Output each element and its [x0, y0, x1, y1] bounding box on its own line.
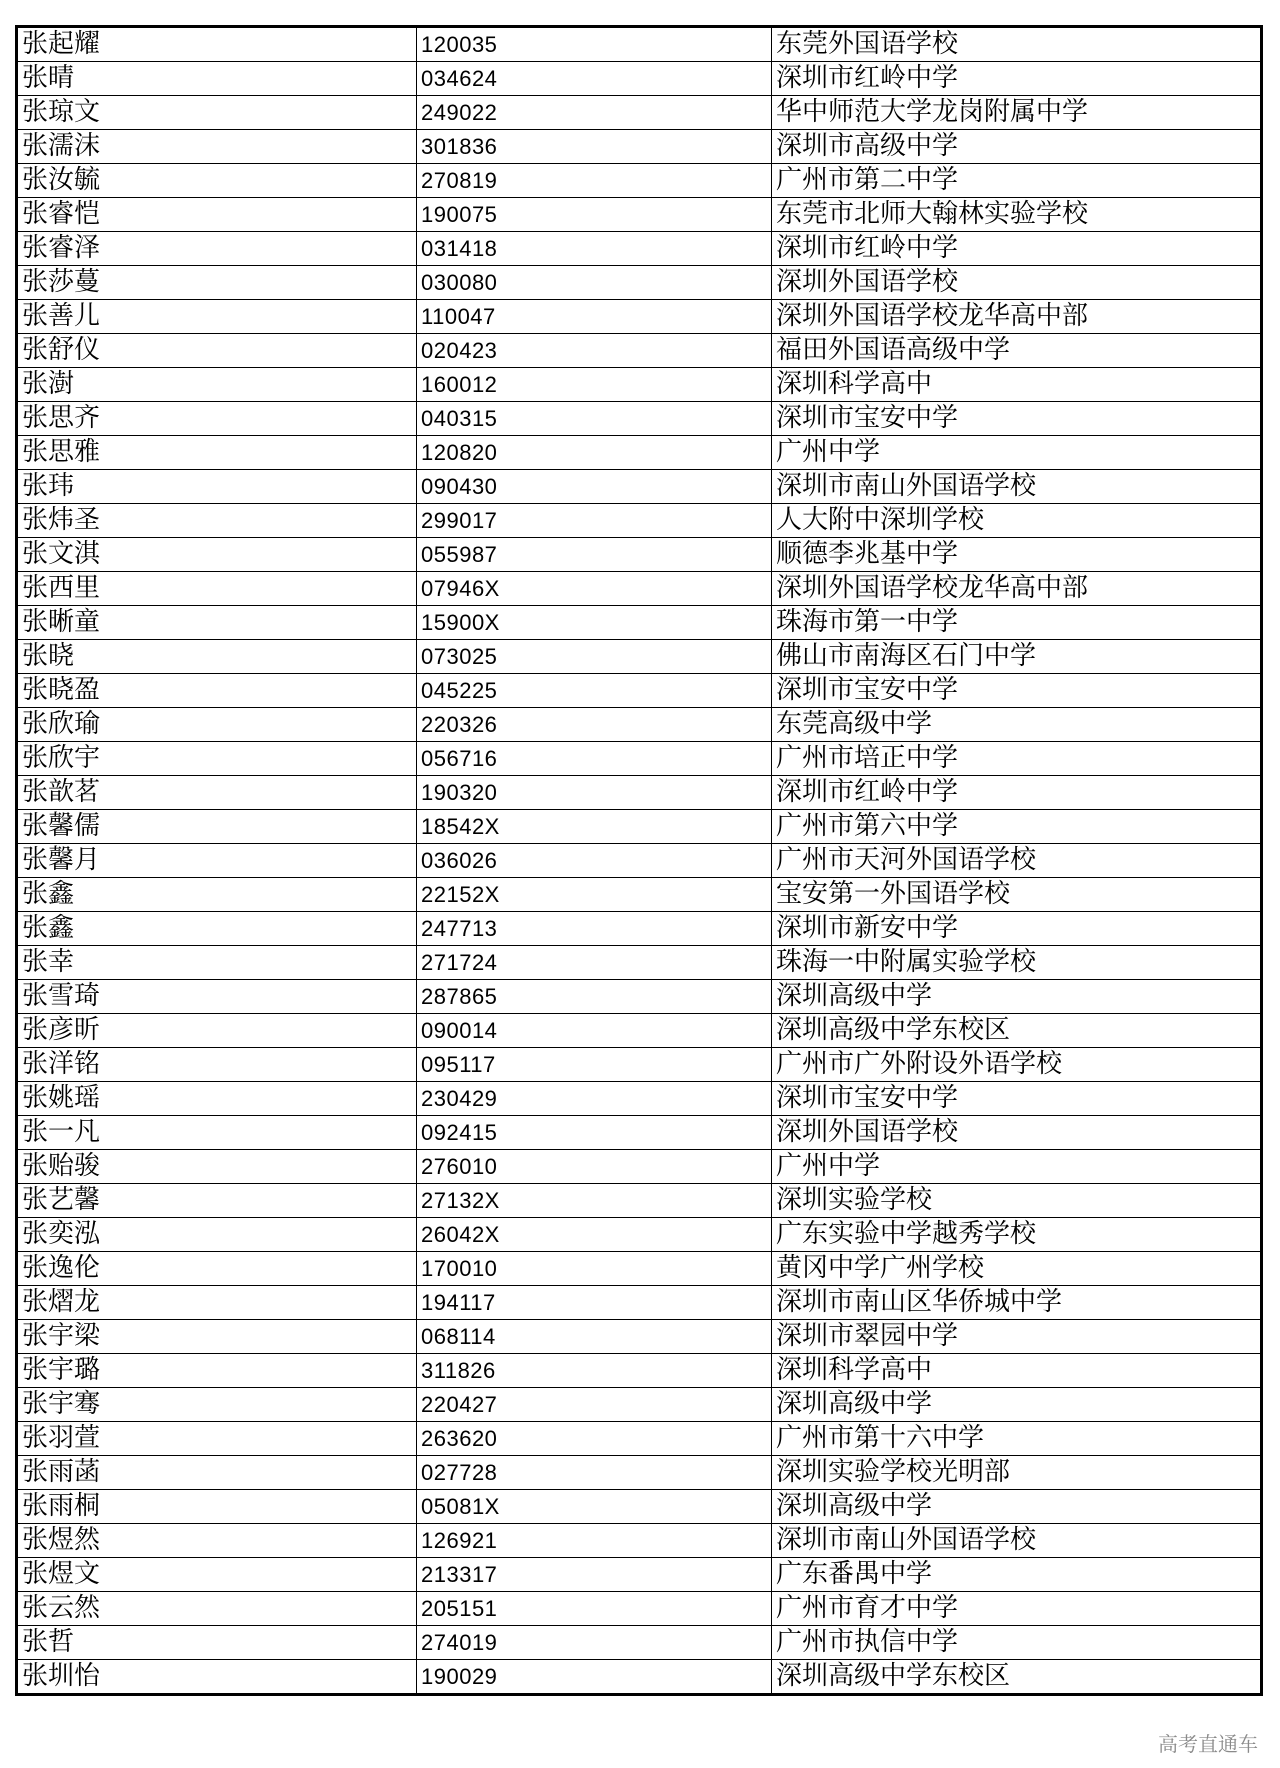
- table-row: [17, 266, 1262, 300]
- school-name-cell: 广州市培正中学: [772, 742, 1262, 776]
- school-name-cell: 华中师范大学龙岗附属中学: [772, 96, 1262, 130]
- student-name-cell: 张欣瑜: [17, 708, 417, 742]
- student-id-cell: 26042X: [417, 1218, 772, 1252]
- student-id-cell: 036026: [417, 844, 772, 878]
- school-name-cell: 广州市第二中学: [772, 164, 1262, 198]
- school-name-cell: 深圳市新安中学: [772, 912, 1262, 946]
- roster-table: [15, 25, 1263, 1696]
- student-name-cell: 张艺馨: [17, 1184, 417, 1218]
- school-name-cell: 深圳实验学校: [772, 1184, 1262, 1218]
- student-id-cell: 22152X: [417, 878, 772, 912]
- school-name-cell: 深圳科学高中: [772, 368, 1262, 402]
- student-id-cell: 120035: [417, 27, 772, 62]
- table-row: [17, 810, 1262, 844]
- student-name-cell: 张宇璐: [17, 1354, 417, 1388]
- table-row: [17, 1116, 1262, 1150]
- student-name-cell: 张濡沫: [17, 130, 417, 164]
- student-id-cell: 095117: [417, 1048, 772, 1082]
- table-row: [17, 1184, 1262, 1218]
- student-name-cell: 张雨菡: [17, 1456, 417, 1490]
- school-name-cell: 人大附中深圳学校: [772, 504, 1262, 538]
- student-id-cell: 27132X: [417, 1184, 772, 1218]
- school-name-cell: 黄冈中学广州学校: [772, 1252, 1262, 1286]
- table-row: [17, 198, 1262, 232]
- roster-body: [17, 27, 1262, 1695]
- student-id-cell: 110047: [417, 300, 772, 334]
- student-name-cell: 张炜圣: [17, 504, 417, 538]
- table-row: [17, 1286, 1262, 1320]
- table-row: [17, 1320, 1262, 1354]
- student-id-cell: 190075: [417, 198, 772, 232]
- student-id-cell: 213317: [417, 1558, 772, 1592]
- student-name-cell: 张宇梁: [17, 1320, 417, 1354]
- student-name-cell: 张圳怡: [17, 1660, 417, 1695]
- student-id-cell: 220427: [417, 1388, 772, 1422]
- student-name-cell: 张洋铭: [17, 1048, 417, 1082]
- school-name-cell: 广州中学: [772, 436, 1262, 470]
- student-name-cell: 张馨月: [17, 844, 417, 878]
- school-name-cell: 深圳实验学校光明部: [772, 1456, 1262, 1490]
- student-id-cell: 034624: [417, 62, 772, 96]
- table-row: [17, 1660, 1262, 1695]
- student-name-cell: 张贻骏: [17, 1150, 417, 1184]
- student-name-cell: 张馨儒: [17, 810, 417, 844]
- student-id-cell: 07946X: [417, 572, 772, 606]
- school-name-cell: 深圳市宝安中学: [772, 674, 1262, 708]
- student-id-cell: 263620: [417, 1422, 772, 1456]
- student-name-cell: 张善儿: [17, 300, 417, 334]
- student-id-cell: 027728: [417, 1456, 772, 1490]
- school-name-cell: 深圳市南山外国语学校: [772, 1524, 1262, 1558]
- table-row: [17, 946, 1262, 980]
- table-row: [17, 1422, 1262, 1456]
- student-name-cell: 张彦昕: [17, 1014, 417, 1048]
- student-name-cell: 张宇骞: [17, 1388, 417, 1422]
- school-name-cell: 广州市第十六中学: [772, 1422, 1262, 1456]
- student-name-cell: 张逸伦: [17, 1252, 417, 1286]
- school-name-cell: 深圳市南山区华侨城中学: [772, 1286, 1262, 1320]
- student-id-cell: 020423: [417, 334, 772, 368]
- school-name-cell: 深圳外国语学校: [772, 1116, 1262, 1150]
- student-id-cell: 205151: [417, 1592, 772, 1626]
- table-row: [17, 300, 1262, 334]
- school-name-cell: 珠海市第一中学: [772, 606, 1262, 640]
- table-row: [17, 606, 1262, 640]
- school-name-cell: 佛山市南海区石门中学: [772, 640, 1262, 674]
- table-row: [17, 164, 1262, 198]
- student-id-cell: 276010: [417, 1150, 772, 1184]
- student-name-cell: 张汝毓: [17, 164, 417, 198]
- school-name-cell: 广州中学: [772, 1150, 1262, 1184]
- school-name-cell: 广州市第六中学: [772, 810, 1262, 844]
- table-row: [17, 1456, 1262, 1490]
- school-name-cell: 深圳市高级中学: [772, 130, 1262, 164]
- school-name-cell: 深圳高级中学: [772, 1490, 1262, 1524]
- student-id-cell: 090014: [417, 1014, 772, 1048]
- table-row: [17, 436, 1262, 470]
- student-name-cell: 张欣宇: [17, 742, 417, 776]
- student-id-cell: 311826: [417, 1354, 772, 1388]
- school-name-cell: 广州市天河外国语学校: [772, 844, 1262, 878]
- table-row: [17, 368, 1262, 402]
- student-id-cell: 301836: [417, 130, 772, 164]
- school-name-cell: 深圳高级中学: [772, 980, 1262, 1014]
- student-id-cell: 045225: [417, 674, 772, 708]
- student-id-cell: 274019: [417, 1626, 772, 1660]
- student-id-cell: 160012: [417, 368, 772, 402]
- school-name-cell: 深圳高级中学东校区: [772, 1014, 1262, 1048]
- student-name-cell: 张奕泓: [17, 1218, 417, 1252]
- student-id-cell: 271724: [417, 946, 772, 980]
- student-name-cell: 张澍: [17, 368, 417, 402]
- table-row: [17, 1218, 1262, 1252]
- school-name-cell: 广州市执信中学: [772, 1626, 1262, 1660]
- student-name-cell: 张熠龙: [17, 1286, 417, 1320]
- school-name-cell: 广州市广外附设外语学校: [772, 1048, 1262, 1082]
- student-id-cell: 270819: [417, 164, 772, 198]
- student-name-cell: 张晓盈: [17, 674, 417, 708]
- student-name-cell: 张煜然: [17, 1524, 417, 1558]
- student-name-cell: 张煜文: [17, 1558, 417, 1592]
- table-row: [17, 504, 1262, 538]
- student-id-cell: 170010: [417, 1252, 772, 1286]
- student-id-cell: 287865: [417, 980, 772, 1014]
- student-id-cell: 031418: [417, 232, 772, 266]
- student-id-cell: 056716: [417, 742, 772, 776]
- school-name-cell: 广州市育才中学: [772, 1592, 1262, 1626]
- school-name-cell: 深圳市宝安中学: [772, 402, 1262, 436]
- student-id-cell: 126921: [417, 1524, 772, 1558]
- table-row: [17, 742, 1262, 776]
- student-name-cell: 张哲: [17, 1626, 417, 1660]
- student-name-cell: 张鑫: [17, 878, 417, 912]
- school-name-cell: 深圳外国语学校: [772, 266, 1262, 300]
- school-name-cell: 东莞外国语学校: [772, 27, 1262, 62]
- table-row: [17, 1252, 1262, 1286]
- student-name-cell: 张文淇: [17, 538, 417, 572]
- school-name-cell: 深圳外国语学校龙华高中部: [772, 300, 1262, 334]
- table-row: [17, 470, 1262, 504]
- table-row: [17, 674, 1262, 708]
- table-row: [17, 1592, 1262, 1626]
- student-id-cell: 190029: [417, 1660, 772, 1695]
- table-row: [17, 334, 1262, 368]
- table-row: [17, 402, 1262, 436]
- student-id-cell: 190320: [417, 776, 772, 810]
- school-name-cell: 深圳市翠园中学: [772, 1320, 1262, 1354]
- table-row: [17, 572, 1262, 606]
- table-row: [17, 1354, 1262, 1388]
- student-id-cell: 030080: [417, 266, 772, 300]
- student-name-cell: 张歆茗: [17, 776, 417, 810]
- student-id-cell: 073025: [417, 640, 772, 674]
- student-id-cell: 055987: [417, 538, 772, 572]
- school-name-cell: 深圳高级中学: [772, 1388, 1262, 1422]
- student-name-cell: 张思齐: [17, 402, 417, 436]
- student-name-cell: 张舒仪: [17, 334, 417, 368]
- student-name-cell: 张幸: [17, 946, 417, 980]
- school-name-cell: 深圳科学高中: [772, 1354, 1262, 1388]
- student-id-cell: 230429: [417, 1082, 772, 1116]
- table-row: [17, 538, 1262, 572]
- school-name-cell: 深圳高级中学东校区: [772, 1660, 1262, 1695]
- school-name-cell: 深圳市红岭中学: [772, 62, 1262, 96]
- student-name-cell: 张鑫: [17, 912, 417, 946]
- student-name-cell: 张羽萱: [17, 1422, 417, 1456]
- student-id-cell: 194117: [417, 1286, 772, 1320]
- table-row: [17, 1388, 1262, 1422]
- table-row: [17, 27, 1262, 62]
- student-name-cell: 张思雅: [17, 436, 417, 470]
- student-id-cell: 220326: [417, 708, 772, 742]
- student-name-cell: 张雨桐: [17, 1490, 417, 1524]
- table-row: [17, 1082, 1262, 1116]
- table-row: [17, 878, 1262, 912]
- student-name-cell: 张晴: [17, 62, 417, 96]
- school-name-cell: 深圳外国语学校龙华高中部: [772, 572, 1262, 606]
- school-name-cell: 福田外国语高级中学: [772, 334, 1262, 368]
- student-id-cell: 15900X: [417, 606, 772, 640]
- student-id-cell: 18542X: [417, 810, 772, 844]
- school-name-cell: 宝安第一外国语学校: [772, 878, 1262, 912]
- student-id-cell: 05081X: [417, 1490, 772, 1524]
- student-name-cell: 张琼文: [17, 96, 417, 130]
- student-name-cell: 张姚瑶: [17, 1082, 417, 1116]
- student-name-cell: 张睿恺: [17, 198, 417, 232]
- school-name-cell: 深圳市宝安中学: [772, 1082, 1262, 1116]
- table-row: [17, 1014, 1262, 1048]
- student-name-cell: 张玮: [17, 470, 417, 504]
- school-name-cell: 深圳市红岭中学: [772, 776, 1262, 810]
- table-row: [17, 1048, 1262, 1082]
- student-name-cell: 张雪琦: [17, 980, 417, 1014]
- student-name-cell: 张晓: [17, 640, 417, 674]
- table-row: [17, 232, 1262, 266]
- table-row: [17, 1558, 1262, 1592]
- student-id-cell: 040315: [417, 402, 772, 436]
- table-row: [17, 708, 1262, 742]
- student-name-cell: 张莎蔓: [17, 266, 417, 300]
- student-id-cell: 299017: [417, 504, 772, 538]
- student-name-cell: 张睿泽: [17, 232, 417, 266]
- school-name-cell: 珠海一中附属实验学校: [772, 946, 1262, 980]
- student-id-cell: 090430: [417, 470, 772, 504]
- table-row: [17, 980, 1262, 1014]
- watermark-text: 高考直通车: [1158, 1732, 1258, 1756]
- table-row: [17, 62, 1262, 96]
- student-id-cell: 249022: [417, 96, 772, 130]
- student-name-cell: 张一凡: [17, 1116, 417, 1150]
- table-row: [17, 96, 1262, 130]
- student-name-cell: 张起耀: [17, 27, 417, 62]
- student-id-cell: 120820: [417, 436, 772, 470]
- table-row: [17, 912, 1262, 946]
- table-row: [17, 1490, 1262, 1524]
- school-name-cell: 深圳市红岭中学: [772, 232, 1262, 266]
- table-row: [17, 844, 1262, 878]
- student-name-cell: 张云然: [17, 1592, 417, 1626]
- student-id-cell: 068114: [417, 1320, 772, 1354]
- table-row: [17, 1626, 1262, 1660]
- table-row: [17, 776, 1262, 810]
- school-name-cell: 东莞市北师大翰林实验学校: [772, 198, 1262, 232]
- table-row: [17, 1150, 1262, 1184]
- school-name-cell: 广东番禺中学: [772, 1558, 1262, 1592]
- school-name-cell: 深圳市南山外国语学校: [772, 470, 1262, 504]
- student-id-cell: 092415: [417, 1116, 772, 1150]
- school-name-cell: 顺德李兆基中学: [772, 538, 1262, 572]
- table-row: [17, 130, 1262, 164]
- student-name-cell: 张西里: [17, 572, 417, 606]
- school-name-cell: 广东实验中学越秀学校: [772, 1218, 1262, 1252]
- table-row: [17, 1524, 1262, 1558]
- student-id-cell: 247713: [417, 912, 772, 946]
- table-row: [17, 640, 1262, 674]
- student-name-cell: 张晰童: [17, 606, 417, 640]
- school-name-cell: 东莞高级中学: [772, 708, 1262, 742]
